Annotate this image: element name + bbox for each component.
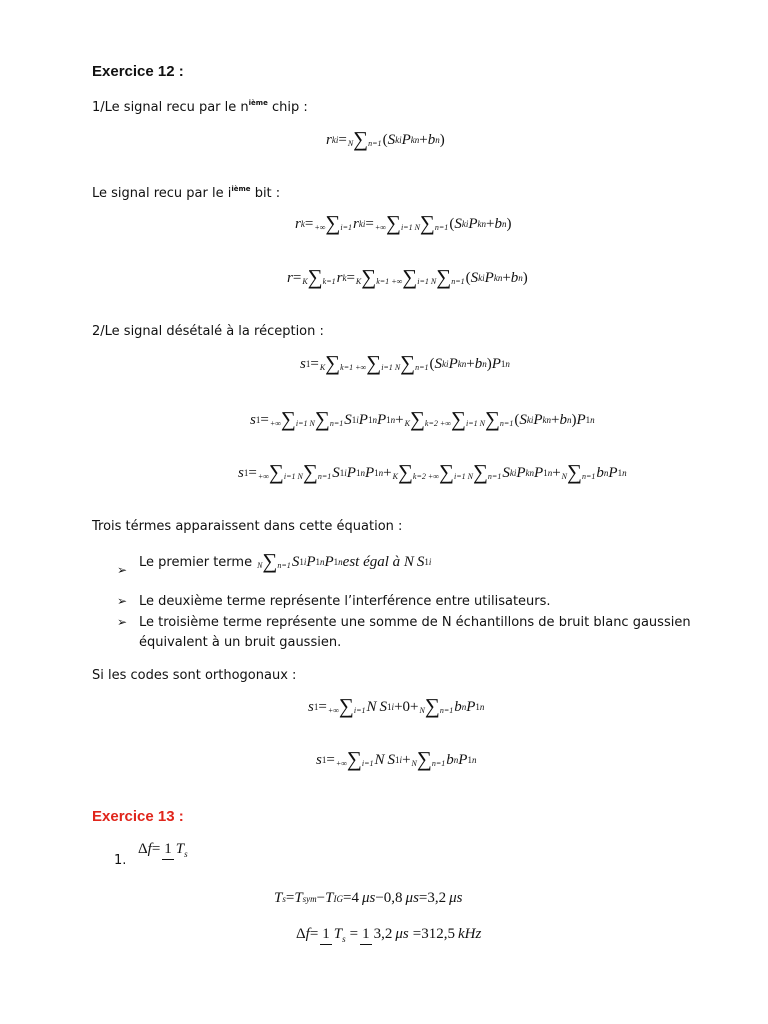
text-orthogonal: Si les codes sont orthogonaux : <box>92 668 297 683</box>
text-three-terms: Trois térmes apparaissent dans cette équation : <box>92 519 403 534</box>
text-bit-intro <box>92 185 280 201</box>
unit: kHz <box>457 926 482 943</box>
superscript: ième <box>248 99 268 107</box>
equation-s1-c: s 1 = +∞∑i=1 N∑n=1 S 1i P 1n P 1n + K∑k=2 +∞∑i=1 N∑n=1 S ki P kn P 1n + N∑n=1 b n P 1n <box>238 460 627 484</box>
bullet-text: Le premier terme <box>139 554 253 570</box>
item-number: 1. <box>114 853 127 868</box>
ts-value: 4 <box>351 890 359 906</box>
equation-rk: r k = +∞∑i=1 r ki = +∞∑i=1 N∑n=1 ( S ki P kn + b n ) <box>295 211 512 235</box>
equation-s1-orth-a: s 1 = +∞∑i=1 N S 1i +0+ N∑n=1 b n P 1n <box>308 694 485 718</box>
equation-r: r = K∑k=1 r k = K∑k=1 +∞∑i=1 N∑n=1 ( S ki P kn + b n ) <box>287 265 528 289</box>
df-result: 312,5 <box>421 926 455 943</box>
text-part: bit : <box>250 186 281 201</box>
equation-s1-b: s 1 = +∞∑i=1 N∑n=1 S 1i P 1n P 1n + K∑k=2 +∞∑i=1 N∑n=1 ( S ki P kn + b n ) P 1n <box>250 407 595 431</box>
equation-df-result: Δ f = 1 Ts = 1 3,2 μs = 312,5 kHz <box>296 926 482 944</box>
text-despread-intro: 2/Le signal désétalé à la réception : <box>92 324 324 339</box>
bullet-first-term: Le premier terme N∑n=1 S 1i P 1n P 1n est égal à N S 1i <box>139 549 432 573</box>
bullet-math-text: est égal à N <box>342 553 414 570</box>
superscript: ième <box>231 185 251 193</box>
unit: μs <box>361 890 376 906</box>
df-denominator: 3,2 <box>373 926 393 943</box>
equation-s1-a: s 1 = K∑k=1 +∞∑i=1 N∑n=1 ( S ki P kn + b n ) P 1n <box>300 351 510 375</box>
text-chip-intro <box>92 99 308 115</box>
unit: μs <box>449 890 463 906</box>
arrow-bullet-icon: ➢ <box>117 615 128 629</box>
equation-s1-orth-b: s 1 = +∞∑i=1 N S 1i + N∑n=1 b n P 1n <box>316 747 477 771</box>
bullet-second-term: Le deuxième terme représente l’interférence entre utilisateurs. <box>139 594 551 609</box>
unit: μs <box>405 890 419 906</box>
bullet-third-term-line2: équivalent à un bruit gaussien. <box>139 635 342 650</box>
arrow-bullet-icon: ➢ <box>117 563 128 577</box>
equation-ts: T s = T sym − T IG = 4 μs − 0,8 μs = 3,2 μs <box>274 890 463 906</box>
text-part: chip : <box>267 100 308 115</box>
exercise-13-title: Exercice 13 : <box>92 808 184 825</box>
exercise-12-title: Exercice 12 : <box>92 63 184 80</box>
text-part: Le signal recu par le i <box>92 186 232 201</box>
text-part: 1/Le signal recu par le n <box>92 100 249 115</box>
arrow-bullet-icon: ➢ <box>117 594 128 608</box>
equation-df-def: Δ f = 1 Ts <box>138 841 188 859</box>
equation-ri: r ki = N∑n=1 ( S ki P kn + b n ) <box>326 127 445 151</box>
ts-value: 0,8 <box>383 890 403 906</box>
bullet-third-term-line1: Le troisième terme représente une somme de N échantillons de bruit blanc gaussien <box>139 615 691 630</box>
unit: μs <box>395 926 409 943</box>
ts-value: 3,2 <box>427 890 447 906</box>
